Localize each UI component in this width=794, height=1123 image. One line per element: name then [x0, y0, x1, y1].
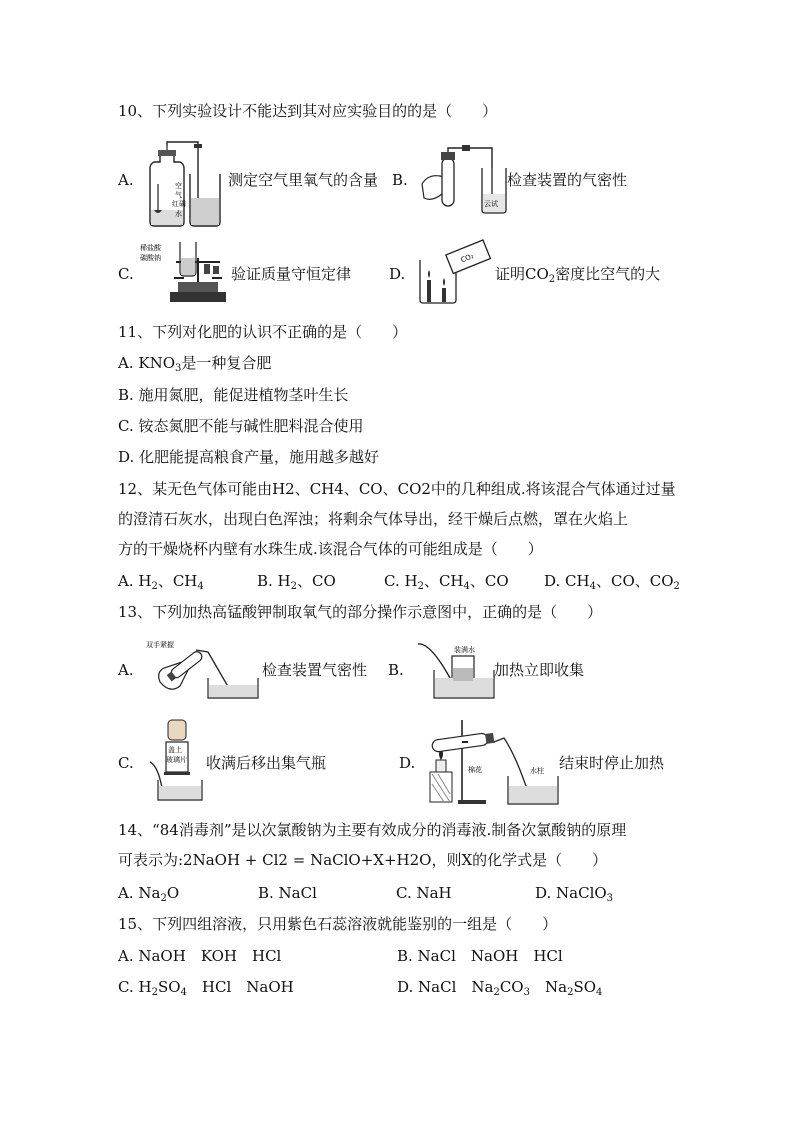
q10-option-b-letter[interactable]: B.: [392, 171, 408, 189]
label-red-phosphorus: 红磷: [172, 200, 186, 208]
gas-collection-bottle-icon: [416, 638, 496, 700]
hand-held-test-tube-icon: [142, 638, 260, 700]
q15-option-b[interactable]: B. NaCl NaOH HCl: [397, 947, 563, 965]
q13-stem: 13、下列加热高锰酸钾制取氧气的部分操作示意图中，正确的是（ ）: [118, 603, 603, 621]
q14-option-d[interactable]: D. NaClO$_3$: [535, 884, 614, 904]
label-water-column: 水柱: [530, 767, 544, 775]
q14-stem-line-1: 14、“84消毒剂”是以次氯酸钠为主要有效成分的消毒液.制备次氯酸钠的原理: [118, 821, 627, 839]
q10-b-caption: 检查装置的气密性: [507, 171, 628, 189]
label-cotton: 棉花: [468, 766, 482, 774]
q10-option-c-letter[interactable]: C.: [118, 265, 134, 283]
q13-option-d-letter[interactable]: D.: [399, 754, 416, 772]
q12-option-d[interactable]: D. $CH_4$、CO、$CO_2$: [544, 572, 680, 592]
q13-option-b-letter[interactable]: B.: [388, 661, 404, 679]
q10-c-caption: 验证质量守恒定律: [231, 265, 352, 283]
label-cover: 盖上: [168, 746, 182, 754]
q13-c-caption: 收满后移出集气瓶: [206, 754, 327, 772]
q15-option-c[interactable]: C. $H_2SO_4$ HCl NaOH: [118, 978, 294, 998]
remove-gas-jar-icon: [144, 716, 204, 802]
q12-option-a[interactable]: A. $H_2$、$CH_4$: [118, 572, 204, 592]
q15-stem: 15、下列四组溶液，只用紫色石蕊溶液就能鉴别的一组是（ ）: [118, 915, 558, 933]
q10-a-figure: [140, 140, 225, 230]
label-hold-with-hands: 双手紧握: [146, 641, 174, 649]
q15-option-d[interactable]: D. NaCl $Na_2CO_3$ $Na_2SO_4$: [397, 978, 603, 998]
q12-option-c[interactable]: C. $H_2$、$CH_4$、CO: [384, 572, 509, 592]
q12-stem-line-1: 12、某无色气体可能由H2、CH4、CO、CO2中的几种组成.将该混合气体通过过量: [118, 480, 676, 498]
phosphorus-combustion-apparatus-icon: [140, 140, 225, 230]
label-air: 空: [175, 182, 182, 190]
q10-option-a-letter[interactable]: A.: [118, 171, 134, 189]
q13-d-caption: 结束时停止加热: [559, 754, 665, 772]
label-sodium-carbonate: 碳酸钠: [140, 254, 161, 262]
q15-option-a[interactable]: A. NaOH KOH HCl: [118, 947, 282, 965]
q14-option-c[interactable]: C. NaH: [396, 884, 452, 902]
heating-setup-icon: [424, 716, 558, 806]
q13-a-caption: 检查装置气密性: [262, 661, 368, 679]
label-glass-plate: 玻璃片: [166, 756, 187, 764]
q11-option-c[interactable]: C. 铵态氮肥不能与碱性肥料混合使用: [118, 417, 364, 435]
q10-d-figure: [414, 238, 490, 304]
label-co2: CO₂: [459, 252, 475, 265]
q13-option-a-letter[interactable]: A.: [118, 661, 134, 679]
q13-c-figure: [144, 716, 204, 802]
q14-option-b[interactable]: B. NaCl: [258, 884, 317, 902]
co2-pour-candle-icon: [414, 238, 490, 304]
q14-stem-line-2: 可表示为:2NaOH + Cl2 = NaClO+X+H2O，则X的化学式是（ ）: [118, 851, 608, 869]
q11-stem: 11、下列对化肥的认识不正确的是（ ）: [118, 323, 408, 341]
q11-option-b[interactable]: B. 施用氮肥，能促进植物茎叶生长: [118, 386, 349, 404]
label-water: 水: [175, 210, 182, 218]
label-dilute-hcl: 稀盐酸: [140, 244, 161, 252]
label-bubbles: 云试: [484, 200, 498, 208]
q12-stem-line-3: 方的干燥烧杯内壁有水珠生成.该混合气体的可能组成是（ ）: [118, 540, 543, 558]
q10-a-caption: 测定空气里氧气的含量: [228, 171, 379, 189]
q13-b-figure: [416, 638, 496, 700]
q13-d-figure: [424, 716, 558, 806]
q10-c-figure: [140, 238, 230, 304]
label-filled-with-water: 装满水: [454, 646, 475, 654]
q10-option-d-letter[interactable]: D.: [389, 265, 406, 283]
label-air-2: 气: [175, 191, 182, 199]
q10-b-figure: [418, 144, 508, 216]
q14-option-a[interactable]: A. $Na_2O$: [118, 884, 180, 904]
q13-b-caption: 加热立即收集: [494, 661, 585, 679]
q13-a-figure: [142, 638, 260, 700]
q11-option-a[interactable]: A. $KNO_3$是一种复合肥: [118, 354, 272, 374]
gas-tightness-check-icon: [418, 144, 508, 216]
q11-option-d[interactable]: D. 化肥能提高粮食产量，施用越多越好: [118, 448, 380, 466]
q10-stem: 10、下列实验设计不能达到其对应实验目的的是（ ）: [118, 102, 498, 120]
q10-d-caption: 证明$CO_2$密度比空气的大: [495, 265, 661, 285]
q12-option-b[interactable]: B. $H_2$、CO: [257, 572, 336, 592]
q12-stem-line-2: 的澄清石灰水，出现白色浑浊；将剩余气体导出，经干燥后点燃，罩在火焰上: [118, 510, 629, 528]
balance-scale-icon: [140, 238, 230, 304]
q13-option-c-letter[interactable]: C.: [118, 754, 134, 772]
